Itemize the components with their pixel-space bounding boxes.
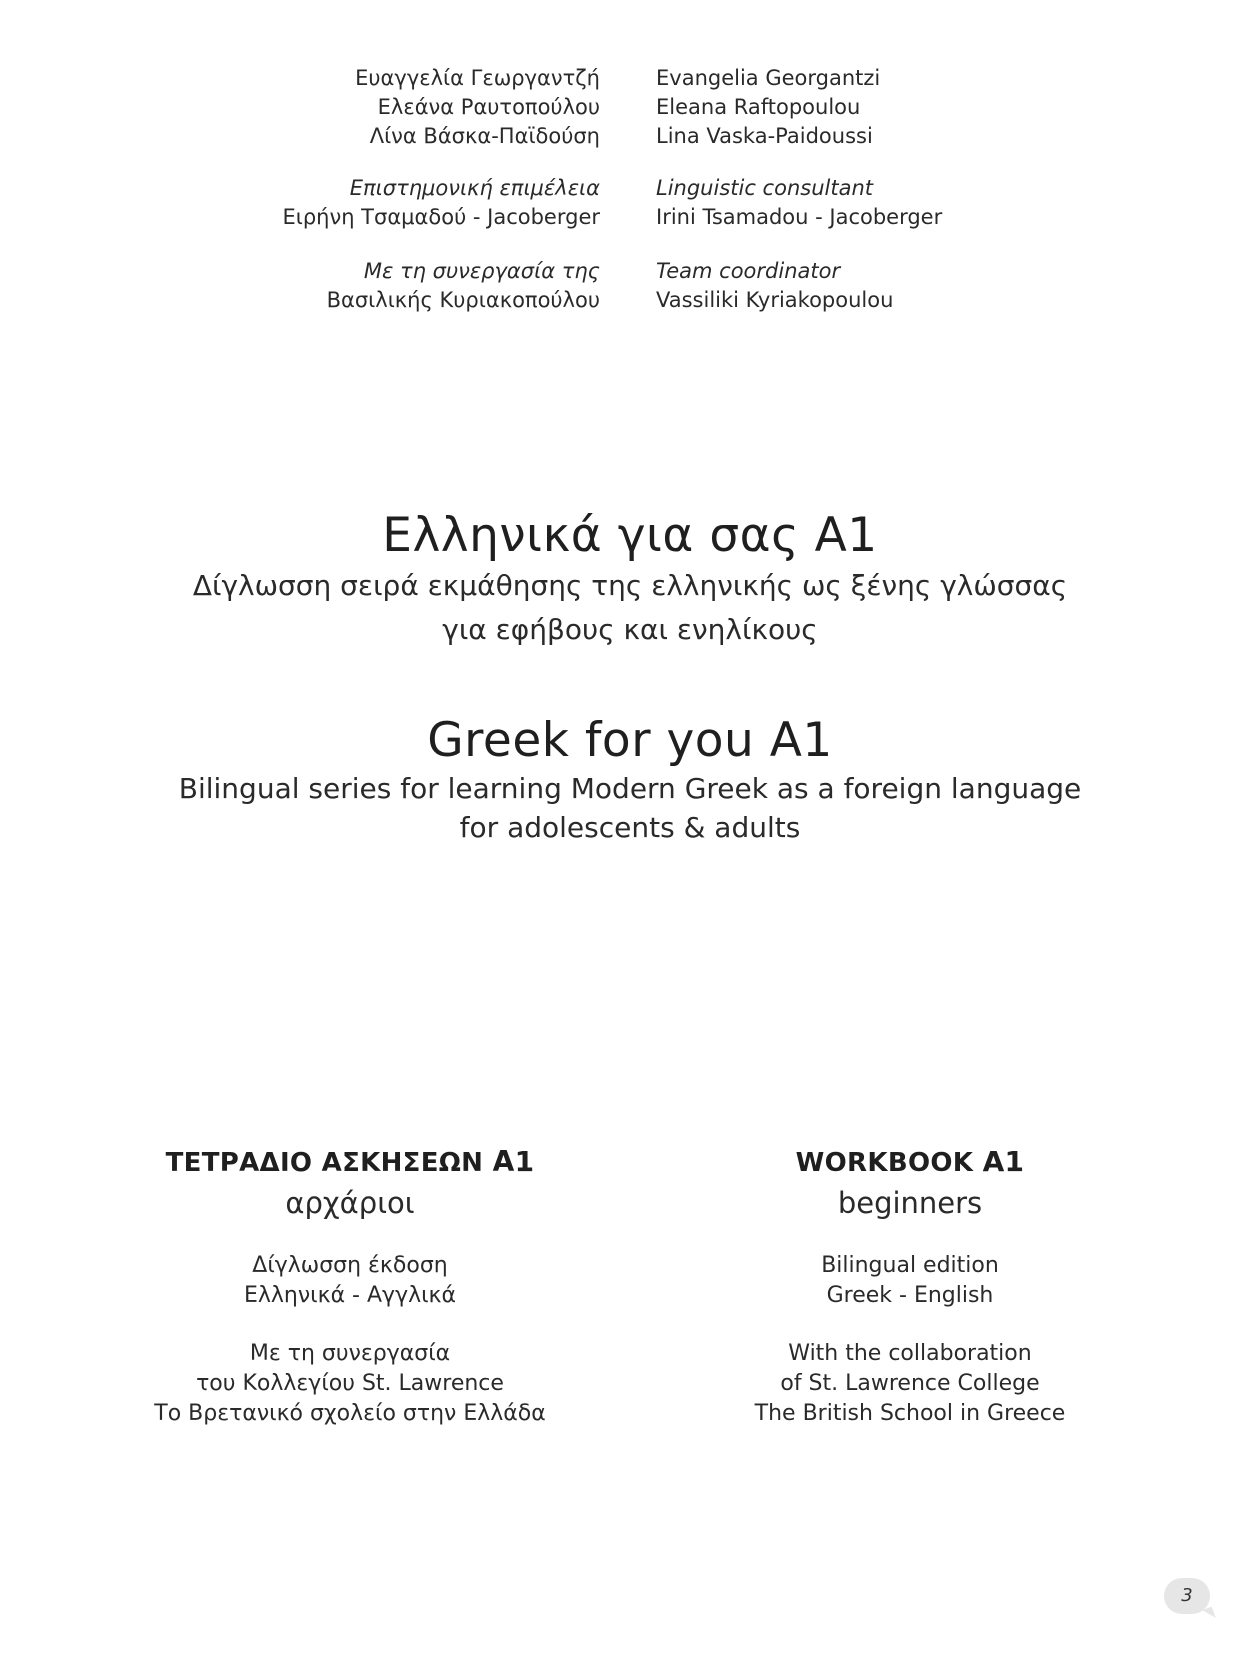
english-collab-line-1: With the collaboration — [788, 1341, 1032, 1366]
consultant-english-name: Irini Tsamadou - Jacoberger — [656, 205, 943, 229]
coordinator-greek-name: Βασιλικής Κυριακοπούλου — [326, 288, 600, 312]
greek-edition-heading-text: ΤΕΤΡΑΔΙΟ ΑΣΚΗΣΕΩΝ — [165, 1148, 484, 1178]
authors-greek — [40, 64, 600, 151]
greek-subtitle-line-2: για εφήβους και ενηλίκους — [442, 613, 818, 646]
coordinator-greek-role: Με τη συνεργασία της — [363, 259, 600, 283]
english-collab-line-2: of St. Lawrence College — [780, 1371, 1040, 1396]
english-edition-line-1: Bilingual edition — [821, 1253, 999, 1278]
greek-edition-heading — [90, 1142, 610, 1183]
author-greek-3: Λίνα Βάσκα-Παϊδούση — [369, 124, 600, 148]
author-greek-2: Ελεάνα Ραυτοπούλου — [377, 95, 600, 119]
english-edition-heading — [650, 1142, 1170, 1183]
greek-edition-level: αρχάριοι — [285, 1186, 415, 1220]
coordinator-greek — [40, 257, 600, 315]
consultant-greek-name: Ειρήνη Τσαμαδού - Jacoberger — [282, 205, 600, 229]
english-edition-type — [650, 1251, 1170, 1311]
greek-collab-line-1: Με τη συνεργασία — [249, 1341, 451, 1366]
coordinator-english-name: Vassiliki Kyriakopoulou — [656, 288, 894, 312]
greek-title: Ελληνικά για σας Α1 — [382, 508, 878, 563]
english-collaboration — [650, 1339, 1170, 1429]
coordinator-english — [656, 257, 1216, 315]
english-edition-heading-text: WORKBOOK — [795, 1148, 974, 1178]
consultant-english-role: Linguistic consultant — [656, 176, 873, 200]
english-edition-heading-level: A1 — [982, 1145, 1025, 1178]
english-collab-line-3: The British School in Greece — [754, 1401, 1066, 1426]
credits-block — [0, 64, 1260, 315]
greek-edition-column — [90, 1142, 610, 1429]
author-greek-1: Ευαγγελία Γεωργαντζή — [355, 66, 600, 90]
greek-edition-type — [90, 1251, 610, 1311]
english-edition-line-2: Greek - English — [826, 1283, 994, 1308]
greek-collab-line-2: του Κολλεγίου St. Lawrence — [196, 1371, 504, 1396]
english-edition-column — [650, 1142, 1170, 1429]
consultant-english — [656, 174, 1216, 232]
author-english-2: Eleana Raftopoulou — [656, 95, 861, 119]
authors-group — [0, 64, 1260, 151]
english-title: Greek for you A1 — [427, 713, 833, 768]
greek-collaboration — [90, 1339, 610, 1429]
page-number-badge: 3 — [1164, 1578, 1210, 1614]
author-english-3: Lina Vaska-Paidoussi — [656, 124, 873, 148]
consultant-greek-role: Επιστημονική επιμέλεια — [349, 176, 600, 200]
greek-edition-line-2: Ελληνικά - Αγγλικά — [243, 1283, 457, 1308]
english-title-block — [0, 713, 1260, 847]
greek-collab-line-3: Το Βρετανικό σχολείο στην Ελλάδα — [154, 1401, 546, 1426]
authors-english — [656, 64, 1216, 151]
english-subtitle-line-1: Bilingual series for learning Modern Greek as a foreign language — [178, 772, 1082, 805]
greek-edition-heading-level: Α1 — [492, 1145, 535, 1178]
coordinator-english-role: Team coordinator — [656, 259, 841, 283]
author-english-1: Evangelia Georgantzi — [656, 66, 881, 90]
consultant-greek — [40, 174, 600, 232]
consultant-group — [0, 174, 1260, 232]
greek-subtitle-line-1: Δίγλωσση σειρά εκμάθησης της ελληνικής ως ξένης γλώσσας — [192, 569, 1068, 602]
greek-title-block — [0, 508, 1260, 652]
greek-edition-line-1: Δίγλωσση έκδοση — [252, 1253, 448, 1278]
english-subtitle-line-2: for adolescents & adults — [459, 811, 801, 844]
english-edition-level: beginners — [837, 1186, 983, 1220]
coordinator-group — [0, 257, 1260, 315]
